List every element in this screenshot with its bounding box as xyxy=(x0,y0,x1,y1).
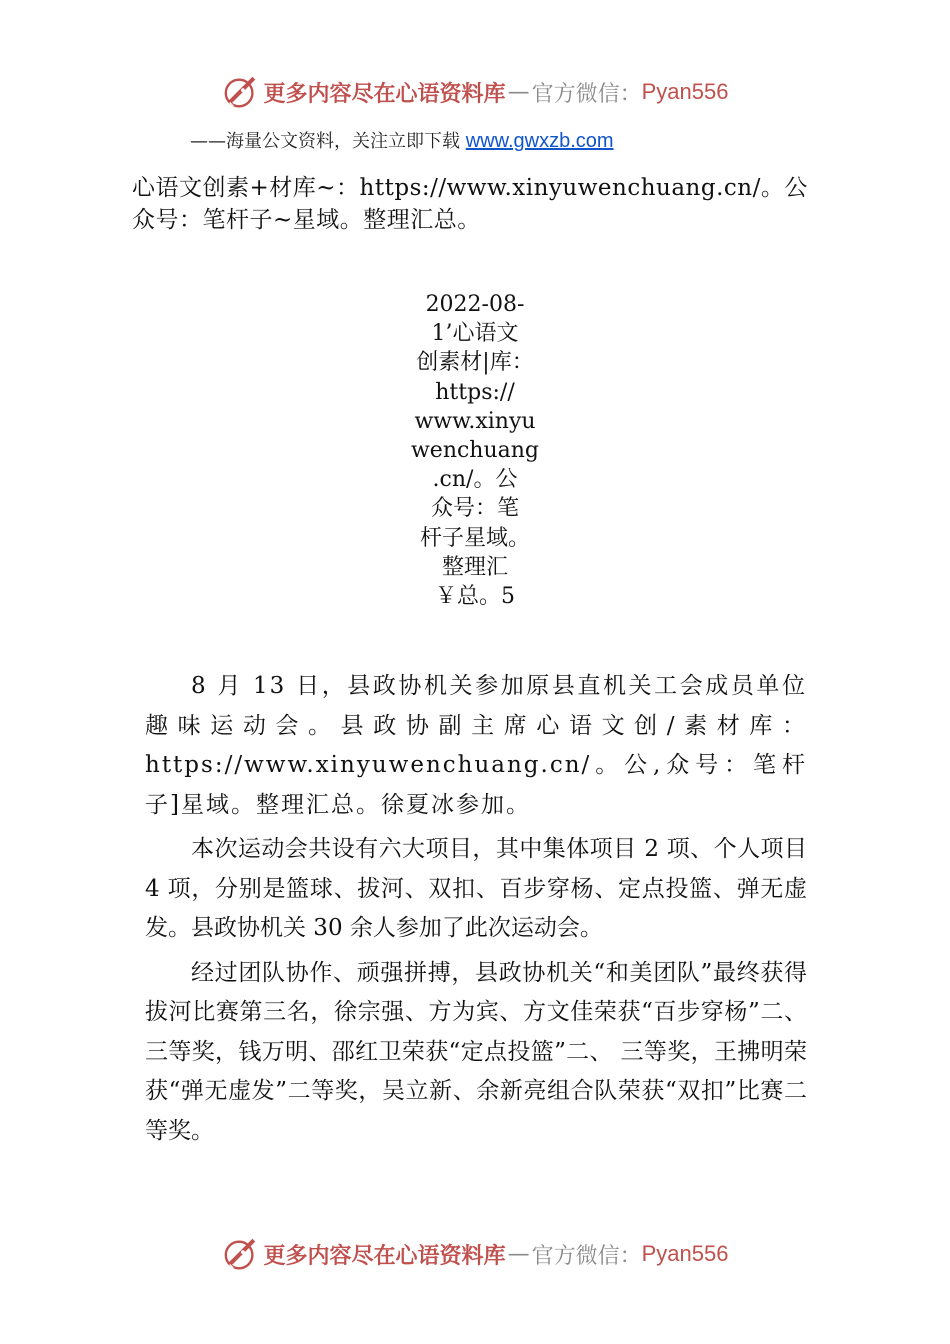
promo-text: 更多内容尽在心语资料库 xyxy=(263,80,506,107)
body-paragraph: 8 月 13 日，县政协机关参加原县直机关工会成员单位趣味运动会。县政协副主席心语文创/素材库：https://www.xinyuwenchuang.cn/。公,众号：笔杆子]星域。整理汇总。徐夏冰参加。 xyxy=(145,673,807,818)
wechat-id: Pyan556 xyxy=(641,1241,729,1266)
site-link[interactable]: www.gwxzb.com xyxy=(465,130,614,152)
download-notice xyxy=(190,127,614,153)
center-line: 整理汇 xyxy=(441,554,508,580)
wechat-id: Pyan556 xyxy=(641,79,729,104)
center-line: wenchuang xyxy=(410,438,540,464)
wechat-label: 官方微信： xyxy=(531,1243,642,1269)
center-line: www.xinyu xyxy=(414,408,536,434)
center-line: 2022-08- xyxy=(425,292,525,317)
center-line: ￥总。5 xyxy=(435,584,515,610)
fountain-pen-logo-icon xyxy=(222,73,260,111)
center-line: 创素材|库： xyxy=(416,350,534,376)
center-text-block xyxy=(375,290,575,611)
intro-paragraph: 心语文创素+材库~：https://www.xinyuwenchuang.cn/。公众号：笔杆子~星域。整理汇总。 xyxy=(132,175,808,233)
fountain-pen-logo-icon xyxy=(222,1235,260,1273)
body-paragraph: 经过团队协作、顽强拼搏，县政协机关“和美团队”最终获得拔河比赛第三名，徐宗强、方为宾、方文佳荣获“百步穿杨”二、三等奖，钱万明、邵红卫荣获“定点投篮”二、 三等奖，王拂明荣获“弹无虚发”二等奖，吴立新、余新亮组合队荣获“双扣”比赛二等奖。 xyxy=(145,959,807,1144)
center-line: 杆子星域。 xyxy=(419,525,530,551)
footer-banner xyxy=(0,1232,950,1276)
center-line: https:// xyxy=(435,379,515,405)
center-line: 1’心语文 xyxy=(431,321,519,347)
body-paragraph: 本次运动会共设有六大项目，其中集体项目 2 项、个人项目 4 项，分别是篮球、拔河、双扣、百步穿杨、定点投篮、弹无虚发。县政协机关 30 余人参加了此次运动会。 xyxy=(145,836,807,941)
center-line: 众号：笔 xyxy=(430,496,519,522)
banner-dash: — xyxy=(507,79,530,105)
center-line: .cn/。公 xyxy=(432,467,518,493)
wechat-label: 官方微信： xyxy=(531,81,642,107)
banner-dash: — xyxy=(507,1241,530,1267)
download-notice-text: ——海量公文资料，关注立即下载 xyxy=(190,131,466,152)
promo-text: 更多内容尽在心语资料库 xyxy=(263,1242,506,1269)
article-body xyxy=(145,667,807,1156)
header-banner xyxy=(0,70,950,114)
